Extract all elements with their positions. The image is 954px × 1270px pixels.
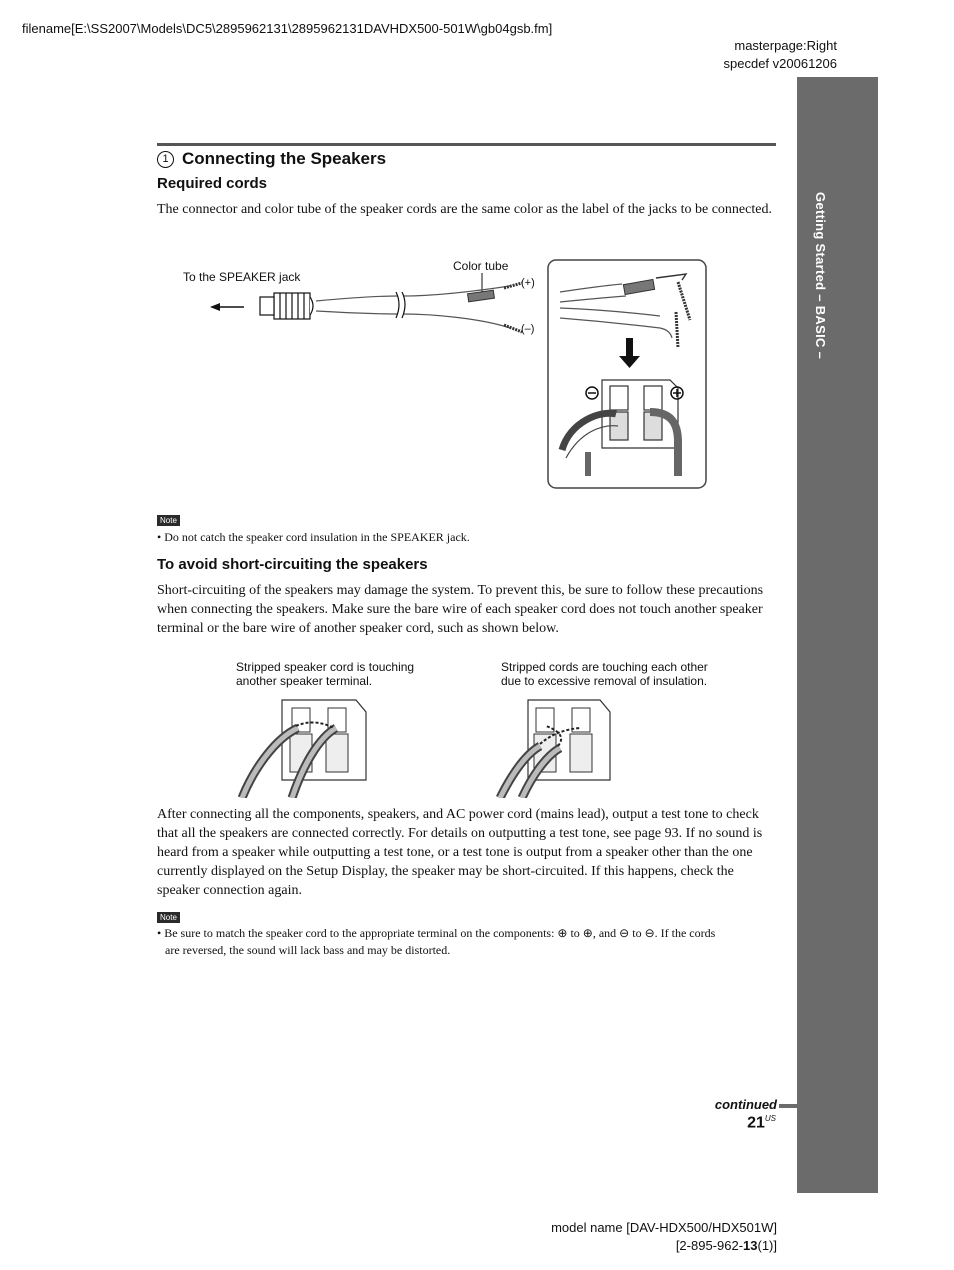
figure2-caption-right [501,660,708,688]
footer-part-prefix: [2-895-962- [675,1238,744,1253]
page-number-value: 21 [747,1114,765,1132]
figure1-label-plus: (+) [521,277,535,289]
test-tone-paragraph: After connecting all the components, speakers, and AC power cord (mains lead), output a test tone to check that all the speakers are connected correctly. For details on outputting a test tone, see page 93. If no sound is heard from a speaker while outputting a test tone, or a test tone is output from a speaker other than the one currently displayed on the Setup Display, the speaker may be short-circuited. If this happens, check the speaker connection again. [157,807,763,898]
header-specdef: specdef v20061206 [723,56,837,71]
section-rule [157,143,776,146]
footer-part-number [551,1237,777,1255]
figure1-label-minus: (–) [521,323,535,335]
speaker-cord-illustration [170,252,715,497]
page-number [747,1114,776,1132]
note2-badge: Note [157,912,180,923]
figure2-caption-right-line1: Stripped cords are touching each other [501,660,708,674]
speaker-plug-connector [260,293,313,319]
note2-text-line1: • Be sure to match the speaker cord to the appropriate terminal on the components: ⊕ to ⊕, and ⊖ to ⊖. If the cords [157,926,716,940]
page-number-suffix: US [764,1114,776,1123]
required-cords-paragraph: The connector and color tube of the speaker cords are the same color as the label of the jacks to be connected. [157,202,772,217]
continued-label: continued [714,1097,777,1112]
figure1-label-jack: To the SPEAKER jack [183,270,301,284]
note2-text-line2: are reversed, the sound will lack bass and may be distorted. [165,943,451,957]
footer-model-name: model name [DAV-HDX500/HDX501W] [551,1220,777,1235]
figure2-caption-left-line2: another speaker terminal. [236,674,373,688]
note1-badge: Note [157,515,180,526]
side-tab [797,77,878,1193]
short-circuit-paragraph: Short-circuiting of the speakers may damage the system. To prevent this, be sure to follow these precautions when connecting the speakers. Make sure the bare wire of each speaker cord does not touch another speaker terminal or the bare wire of another speaker cord, such as shown below. [157,583,764,636]
header-masterpage: masterpage:Right [734,38,837,53]
section-number-circle: 1 [157,151,174,168]
bare-wire-minus [504,325,522,332]
figure1-label-tube: Color tube [453,259,509,273]
continued-bar [779,1104,797,1108]
note1-text: • Do not catch the speaker cord insulation in the SPEAKER jack. [157,530,470,544]
color-tube [468,290,495,302]
footer-part-suffix: (1)] [757,1238,777,1253]
footer-part-bold: 13 [743,1238,758,1253]
short-circuit-terminal-right [496,698,631,798]
side-tab-label: Getting Started – BASIC – [813,192,828,360]
figure2-caption-left-line1: Stripped speaker cord is touching [236,660,415,674]
short-circuit-terminal-left [236,698,371,798]
figure2-caption-left [236,660,414,688]
figure2-caption-right-line2: due to excessive removal of insulation. [501,674,708,688]
required-cords-heading: Required cords [157,175,268,192]
section-title: Connecting the Speakers [182,149,387,168]
header-filename: filename[E:\SS2007\Models\DC5\2895962131\2895962131DAVHDX500-501W\gb04gsb.fm] [22,21,553,36]
footer-model-info [551,1219,777,1255]
header-masterpage-info [724,37,837,73]
left-arrow-icon [210,303,244,311]
short-circuit-heading: To avoid short-circuiting the speakers [157,556,428,573]
bare-wire-plus [504,283,522,288]
